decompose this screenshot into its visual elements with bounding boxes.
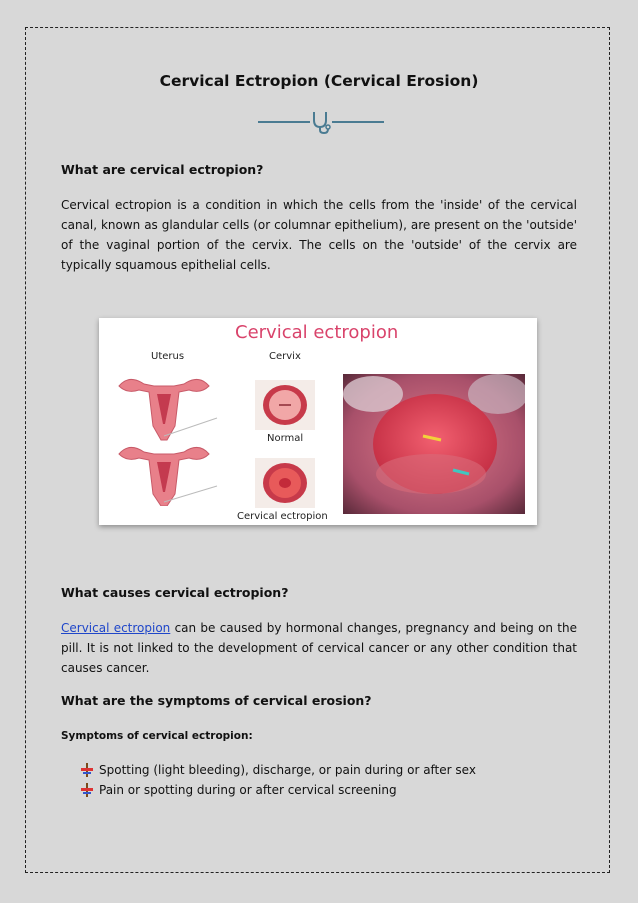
paragraph-definition: Cervical ectropion is a condition in which the cells from the 'inside' of the cervical canal, known as glandular cells (or columnar epithelium), are present on the 'outside' of the vaginal portion of the cervix. The cells on the 'outside' of the cervix are typically squamous epithelial cells. [61, 198, 577, 272]
symptom-text: Spotting (light bleeding), discharge, or pain during or after sex [99, 763, 476, 777]
paragraph-causes [61, 618, 577, 678]
section-heading-what: What are cervical ectropion? [61, 162, 264, 177]
section-heading-causes: What causes cervical ectropion? [61, 585, 289, 600]
section-heading-symptoms: What are the symptoms of cervical erosion? [61, 693, 372, 708]
page-title: Cervical Ectropion (Cervical Erosion) [159, 72, 479, 90]
cervical-ectropion-link[interactable]: Cervical ectropion [61, 621, 171, 635]
label-cervix: Cervix [269, 351, 301, 362]
pin-bullet-icon [80, 763, 94, 777]
pin-bullet-icon [80, 783, 94, 797]
label-uterus: Uterus [151, 351, 185, 362]
stethoscope-icon [258, 110, 384, 134]
cervix-ectropion-illustration [255, 458, 315, 508]
cervix-normal-illustration [255, 380, 315, 430]
uterus-illustrations [109, 366, 219, 506]
list-item [80, 780, 476, 800]
cervical-ectropion-figure [99, 318, 537, 525]
figure-title: Cervical ectropion [235, 322, 399, 343]
cervix-photo [343, 374, 525, 514]
label-cervical-ectropion: Cervical ectropion [237, 511, 328, 522]
symptoms-list [80, 760, 476, 800]
label-normal: Normal [267, 433, 304, 444]
causes-text: can be caused by hormonal changes, pregnancy and being on the pill. It is not linked to the development of cervical cancer or any other condition that causes cancer. [61, 621, 577, 675]
list-item [80, 760, 476, 780]
symptoms-subheading: Symptoms of cervical ectropion: [61, 730, 253, 742]
symptom-text: Pain or spotting during or after cervical screening [99, 783, 397, 797]
